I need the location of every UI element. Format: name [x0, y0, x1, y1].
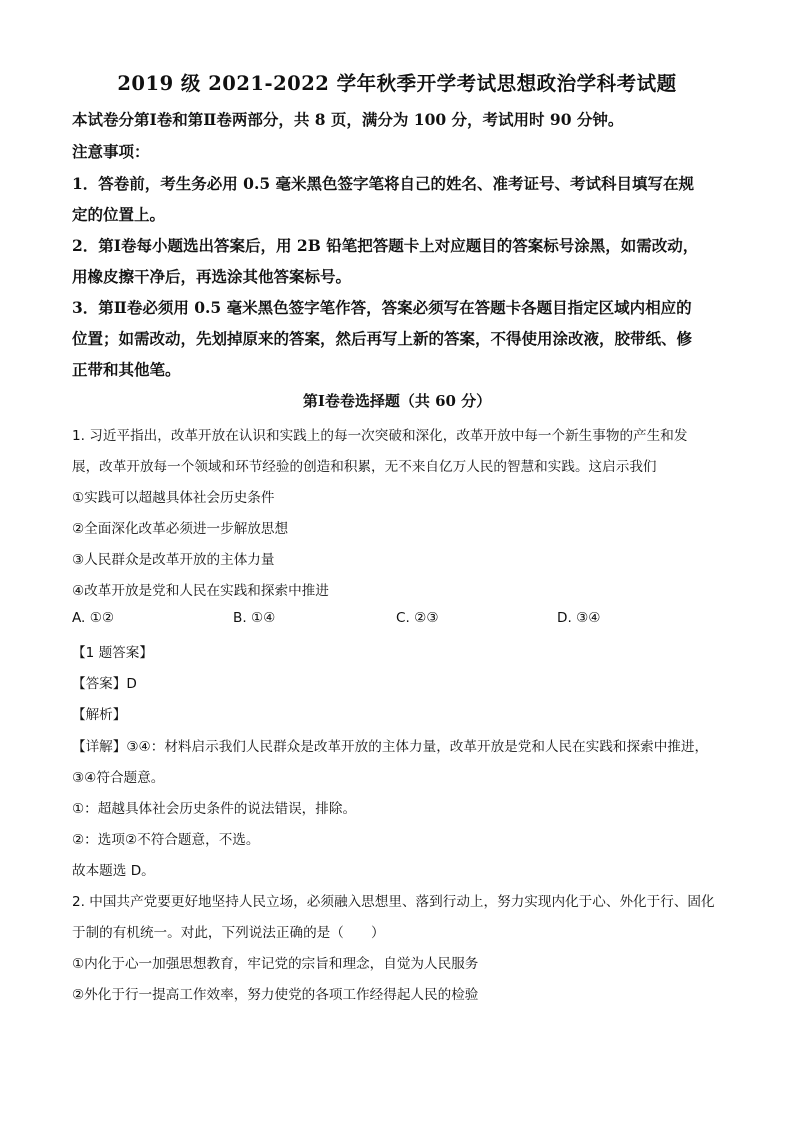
notice-line: 定的位置上。 [72, 205, 166, 224]
notice-heading: 注意事项： [72, 142, 150, 161]
q1-detail-line: 【详解】③④：材料启示我们人民群众是改革开放的主体力量，改革开放是党和人民在实践和探索中推进， [72, 739, 709, 755]
q1-option-d: D. ③④ [557, 610, 601, 626]
section-title: 第Ⅰ卷卷选择题（共 60 分） [302, 392, 492, 410]
notice-line: 用橡皮擦干净后，再选涂其他答案标号。 [72, 267, 352, 286]
q1-detail-line: ①：超越具体社会历史条件的说法错误，排除。 [72, 801, 357, 817]
notice-line: 2．第Ⅰ卷每小题选出答案后，用 2B 铅笔把答题卡上对应题目的答案标号涂黑，如需改动， [72, 236, 699, 255]
q1-item: ④改革开放是党和人民在实践和探索中推进 [72, 583, 329, 599]
q1-item: ③人民群众是改革开放的主体力量 [72, 552, 275, 568]
q1-analysis-tag: 【解析】 [72, 707, 127, 723]
notice-line: 3．第Ⅱ卷必须用 0.5 毫米黑色签字笔作答，答案必须写在答题卡各题目指定区域内相应的 [72, 298, 692, 317]
q1-detail-line: ②：选项②不符合题意，不选。 [72, 832, 260, 848]
q1-answer: 【答案】D [72, 676, 137, 692]
q1-option-a: A. ①② [72, 610, 115, 626]
notice-line: 1．答卷前，考生务必用 0.5 毫米黑色签字笔将自己的姓名、准考证号、考试科目填写在规 [72, 174, 695, 193]
q1-detail-line: 故本题选 D。 [72, 863, 155, 879]
q1-item: ②全面深化改革必须进一步解放思想 [72, 521, 289, 537]
q2-stem-line: 2. 中国共产党要更好地坚持人民立场，必须融入思想里、落到行动上，努力实现内化于心、外化于行、固化 [72, 894, 715, 910]
notice-line: 正带和其他笔。 [72, 360, 181, 379]
q1-stem-line: 展，改革开放每一个领域和环节经验的创造和积累，无不来自亿万人民的智慧和实践。这启示我们 [72, 459, 657, 475]
q1-detail-line: ③④符合题意。 [72, 770, 165, 786]
exam-intro: 本试卷分第Ⅰ卷和第Ⅱ卷两部分，共 8 页，满分为 100 分，考试用时 90 分钟。 [72, 110, 624, 129]
q1-option-b: B. ①④ [233, 610, 276, 626]
q2-item: ②外化于行一提高工作效率，努力使党的各项工作经得起人民的检验 [72, 987, 479, 1003]
q2-stem-line: 于制的有机统一。对此，下列说法正确的是（ ） [72, 925, 385, 941]
q1-answer-tag: 【1 题答案】 [72, 645, 153, 661]
notice-line: 位置；如需改动，先划掉原来的答案，然后再写上新的答案，不得使用涂改液，胶带纸、修 [72, 329, 693, 348]
q2-item: ①内化于心一加强思想教育，牢记党的宗旨和理念，自觉为人民服务 [72, 956, 479, 972]
q1-item: ①实践可以超越具体社会历史条件 [72, 490, 275, 506]
exam-title: 2019 级 2021-2022 学年秋季开学考试思想政治学科考试题 [117, 72, 677, 95]
q1-stem-line: 1. 习近平指出，改革开放在认识和实践上的每一次突破和深化，改革开放中每一个新生事物的产生和发 [72, 428, 688, 444]
q1-option-c: C. ②③ [396, 610, 439, 626]
